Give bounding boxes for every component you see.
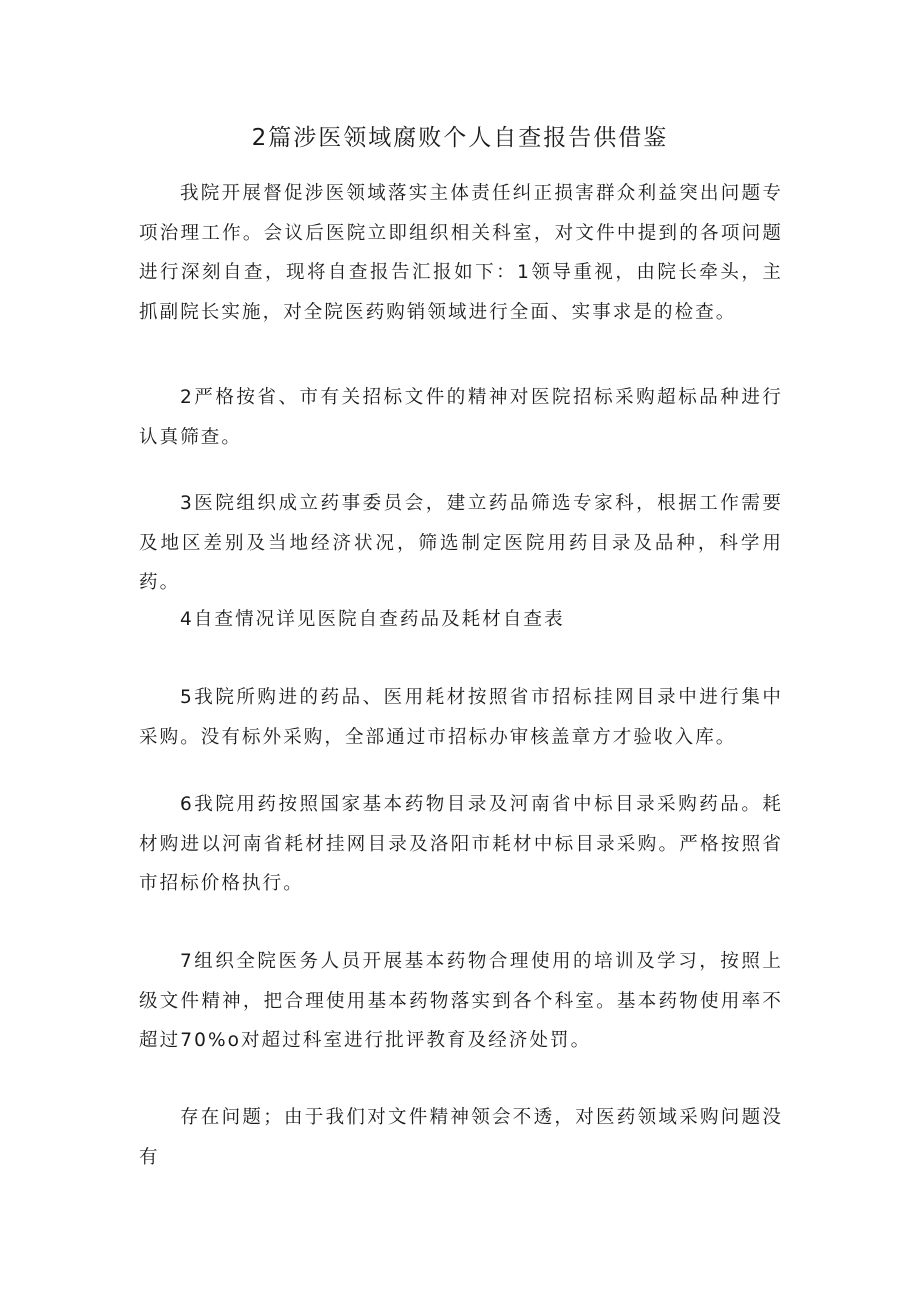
paragraph-item-7: 7组织全院医务人员开展基本药物合理使用的培训及学习，按照上级文件精神，把合理使用基本药物落实到各个科室。基本药物使用率不超过70%o对超过科室进行批评教育及经济处罚。	[139, 951, 783, 1051]
paragraph-intro: 我院开展督促涉医领域落实主体责任纠正损害群众利益突出问题专项治理工作。会议后医院立即组织相关科室，对文件中提到的各项问题进行深刻自查，现将自查报告汇报如下：1领导重视，由院长牵头，主抓副院长实施，对全院医药购销领域进行全面、实事求是的检查。	[139, 183, 783, 323]
paragraph-item-5: 5我院所购进的药品、医用耗材按照省市招标挂网目录中进行集中采购。没有标外采购，全部通过市招标办审核盖章方才验收入库。	[139, 687, 783, 748]
paragraph-item-3: 3医院组织成立药事委员会，建立药品筛选专家科，根据工作需要及地区差别及当地经济状况，筛选制定医院用药目录及品种，科学用药。	[139, 493, 783, 593]
paragraph-problems: 存在问题；由于我们对文件精神领会不透，对医药领域采购问题没有	[139, 1107, 783, 1168]
paragraph-item-2: 2严格按省、市有关招标文件的精神对医院招标采购超标品种进行认真筛查。	[139, 387, 783, 448]
document-title: 2篇涉医领域腐败个人自查报告供借鉴	[251, 125, 669, 151]
paragraph-item-6: 6我院用药按照国家基本药物目录及河南省中标目录采购药品。耗材购进以河南省耗材挂网目录及洛阳市耗材中标目录采购。严格按照省市招标价格执行。	[139, 794, 783, 894]
paragraph-item-4: 4自查情况详见医院自查药品及耗材自查表	[180, 609, 565, 630]
